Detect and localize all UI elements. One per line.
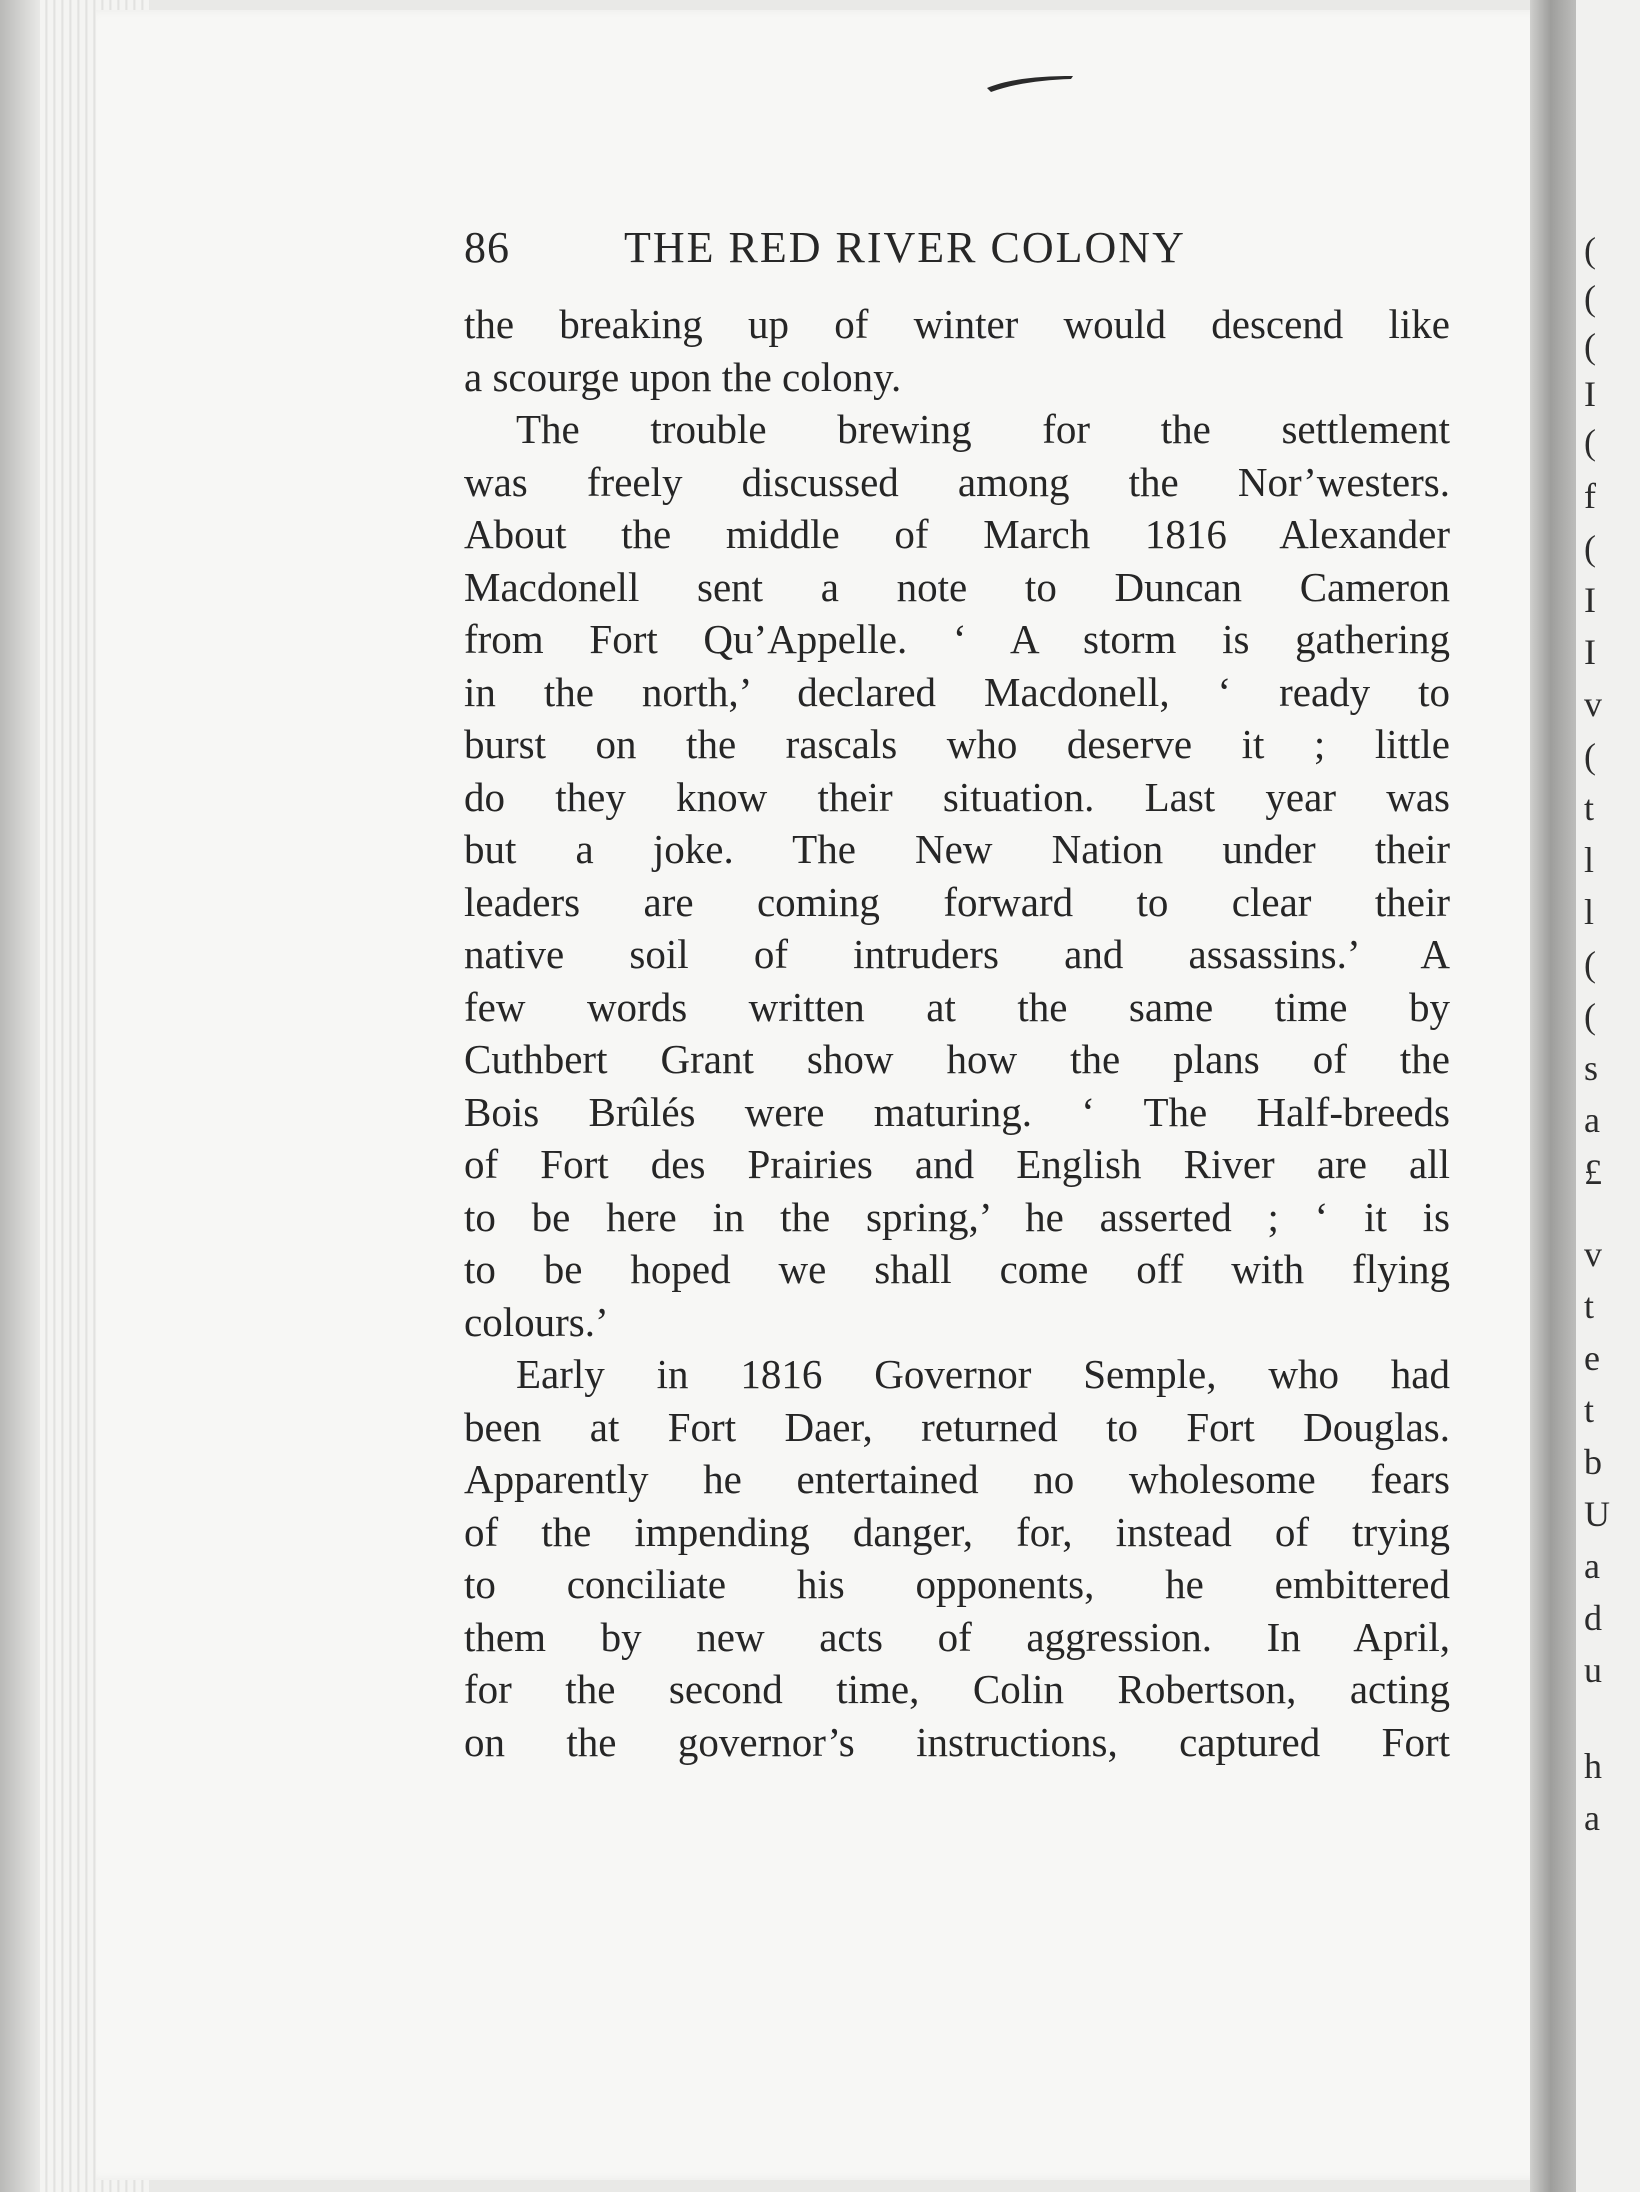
page-number: 86: [464, 223, 510, 272]
facing-text-fragment: a: [1584, 1546, 1600, 1586]
text-line: from Fort Qu’Appelle. ‘ A storm is gathering: [464, 616, 1450, 662]
text-line: been at Fort Daer, returned to Fort Douglas.: [464, 1403, 1450, 1450]
text-line: The trouble brewing for the settlement: [516, 406, 1450, 452]
text-line: to conciliate his opponents, he embittered: [464, 1561, 1450, 1607]
facing-text-fragment: I: [1584, 374, 1596, 414]
facing-text-fragment: u: [1584, 1650, 1602, 1690]
text-line: them by new acts of aggression. In April,: [464, 1613, 1450, 1660]
body-text: [464, 298, 1450, 1768]
text-line: on the governor’s instructions, captured Fort: [464, 1718, 1450, 1765]
facing-text-fragment: (: [1584, 944, 1596, 984]
text-line: Apparently he entertained no wholesome fears: [464, 1456, 1450, 1502]
text-line: few words written at the same time by: [464, 983, 1450, 1030]
text-line: a scourge upon the colony.: [464, 353, 902, 400]
facing-text-fragment: I: [1584, 580, 1596, 620]
facing-text-fragment: t: [1584, 1390, 1595, 1430]
facing-text-fragment: f: [1584, 476, 1596, 516]
facing-text-fragment: e: [1584, 1338, 1600, 1378]
facing-text-fragment: £: [1584, 1152, 1602, 1192]
facing-text-fragment: (: [1584, 230, 1596, 270]
text-line: in the north,’ declared Macdonell, ‘ ready to: [464, 668, 1450, 715]
facing-text-fragment: s: [1584, 1048, 1599, 1088]
facing-text-fragment: a: [1584, 1798, 1600, 1838]
text-line: for the second time, Colin Robertson, acting: [464, 1666, 1450, 1712]
facing-text-fragment: d: [1584, 1598, 1602, 1638]
text-line: Early in 1816 Governor Semple, who had: [516, 1351, 1450, 1397]
facing-text-fragment: a: [1584, 1100, 1600, 1140]
running-title: THE RED RIVER COLONY: [624, 223, 1186, 272]
book-gutter: [1530, 0, 1576, 2192]
facing-text-fragment: I: [1584, 632, 1596, 672]
page-edge-shadow: [0, 0, 40, 2192]
text-line: burst on the rascals who deserve it ; little: [464, 721, 1450, 767]
text-line: to be here in the spring,’ he asserted ; ‘ it is: [464, 1193, 1450, 1240]
text-line: Cuthbert Grant show how the plans of the: [464, 1036, 1450, 1082]
text-line: was freely discussed among the Nor’westers.: [464, 458, 1450, 505]
text-line: of Fort des Prairies and English River are all: [464, 1141, 1450, 1187]
facing-text-fragment: (: [1584, 326, 1596, 366]
text-line: colours.’: [464, 1298, 609, 1345]
facing-text-fragment: (: [1584, 422, 1596, 462]
facing-text-fragment: v: [1584, 1234, 1602, 1274]
facing-text-fragment: l: [1584, 892, 1595, 932]
running-head: [464, 222, 1454, 274]
facing-text-fragment: v: [1584, 684, 1602, 724]
text-line: About the middle of March 1816 Alexander: [464, 511, 1450, 557]
text-line: of the impending danger, for, instead of trying: [464, 1508, 1450, 1555]
pen-mark-icon: [985, 70, 1075, 94]
facing-text-fragment: b: [1584, 1442, 1602, 1482]
text-line: leaders are coming forward to clear their: [464, 878, 1450, 925]
text-line: the breaking up of winter would descend like: [464, 301, 1450, 347]
facing-page-edge: [1576, 0, 1640, 2192]
text-line: native soil of intruders and assassins.’ A: [464, 931, 1450, 977]
text-line: Bois Brûlés were maturing. ‘ The Half-breeds: [464, 1088, 1450, 1135]
facing-text-fragment: t: [1584, 1286, 1595, 1326]
facing-text-fragment: t: [1584, 788, 1595, 828]
facing-text-fragment: h: [1584, 1746, 1602, 1786]
text-line: but a joke. The New Nation under their: [464, 826, 1450, 872]
facing-text-fragment: (: [1584, 278, 1596, 318]
facing-text-fragment: U: [1584, 1494, 1610, 1534]
text-line: Macdonell sent a note to Duncan Cameron: [464, 563, 1450, 610]
facing-text-fragment: (: [1584, 528, 1596, 568]
facing-text-fragment: l: [1584, 840, 1595, 880]
facing-text-fragment: (: [1584, 996, 1596, 1036]
text-line: do they know their situation. Last year was: [464, 773, 1450, 820]
text-line: to be hoped we shall come off with flying: [464, 1246, 1450, 1292]
facing-text-fragment: (: [1584, 736, 1596, 776]
